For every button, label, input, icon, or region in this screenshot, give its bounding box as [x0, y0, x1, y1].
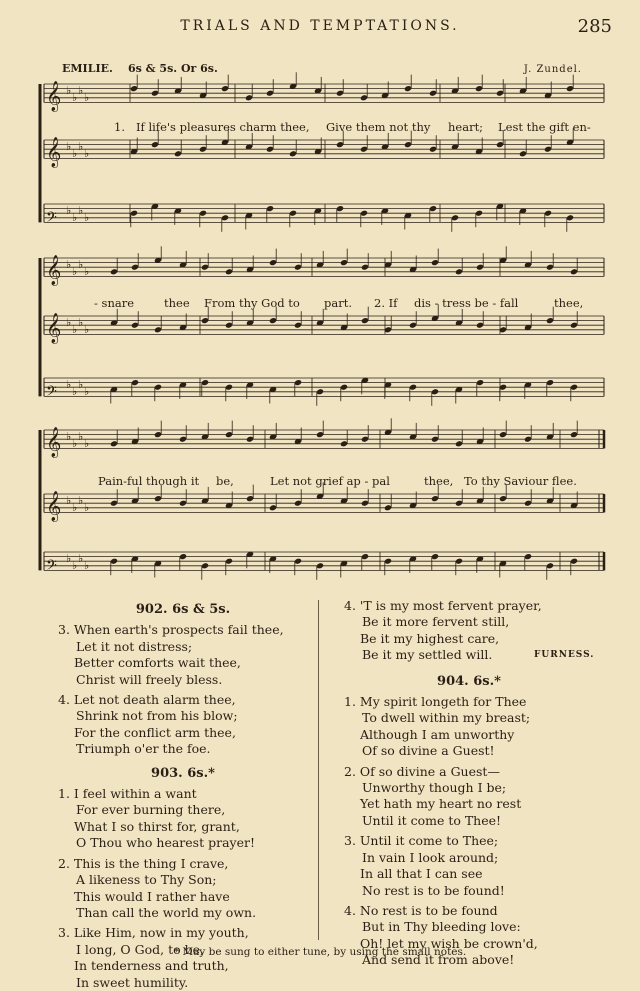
- bass-clef-icon: 𝄢: [46, 557, 57, 578]
- flat-icon: ♭: [84, 90, 90, 104]
- flat-icon: ♭: [72, 322, 78, 336]
- verse-line: Of so divine a Guest!: [362, 743, 495, 759]
- treble-clef-icon: 𝄞: [46, 491, 62, 522]
- treble-clef-icon: 𝄞: [46, 427, 62, 458]
- verse-line: 1. I feel within a want: [58, 786, 197, 802]
- left-column: [58, 596, 308, 991]
- verse-line: I long, O God, to be,: [76, 941, 205, 957]
- flat-icon: ♭: [84, 500, 90, 514]
- verse-line: Let it not distress;: [76, 638, 193, 654]
- verse-line: No rest is to be found!: [362, 882, 505, 898]
- tune-name: EMILIE.: [62, 62, 113, 75]
- flat-icon: ♭: [78, 203, 84, 217]
- flat-icon: ♭: [66, 315, 72, 329]
- attribution: FURNESS.: [534, 650, 595, 661]
- hymn-number: 904.: [437, 673, 469, 689]
- lyric-s1-2: If life's pleasures charm thee,: [136, 120, 310, 134]
- lyric-s3-4: thee,: [424, 474, 454, 488]
- right-column: [344, 598, 594, 969]
- flat-icon: ♭: [72, 436, 78, 450]
- verse-line: O Thou who hearest prayer!: [76, 835, 255, 851]
- hymn-meter: 6s.*: [187, 765, 215, 781]
- hymn-902-heading: [58, 602, 308, 618]
- flat-icon: ♭: [66, 551, 72, 565]
- flat-icon: ♭: [78, 257, 84, 271]
- stanza: [58, 925, 308, 991]
- stanza: [344, 903, 594, 969]
- stanza: [58, 622, 308, 688]
- verse-line: Than call the world my own.: [76, 904, 257, 920]
- hymn-meter: 6s & 5s.: [172, 602, 231, 617]
- composer: J. Zundel.: [523, 64, 582, 75]
- stanza: [58, 692, 308, 758]
- verse-line: This would I rather have: [74, 888, 230, 904]
- verse-line: To dwell within my breast;: [362, 710, 531, 726]
- verse-line: But in Thy bleeding love:: [362, 919, 521, 935]
- hymn-903-heading: [58, 766, 308, 782]
- bass-clef-icon: 𝄢: [46, 209, 57, 230]
- flat-icon: ♭: [78, 83, 84, 97]
- stanza: [344, 694, 594, 760]
- lyric-s3-3: Let not grief ap - pal: [270, 474, 390, 488]
- flat-icon: ♭: [84, 264, 90, 278]
- verse-line: And send it from above!: [362, 952, 515, 968]
- running-title: TRIALS AND TEMPTATIONS.: [180, 18, 460, 34]
- lyric-s3-2: be,: [216, 474, 234, 488]
- verse-line: [344, 647, 594, 663]
- flat-icon: ♭: [66, 83, 72, 97]
- verse-line: Triumph o'er the foe.: [76, 741, 211, 757]
- stanza: [344, 764, 594, 830]
- verse-line: In sweet humility.: [76, 974, 189, 990]
- flat-icon: ♭: [72, 210, 78, 224]
- flat-icon: ♭: [78, 315, 84, 329]
- verse-line: What I so thirst for, grant,: [74, 818, 240, 834]
- verse-line: 1. My spirit longeth for Thee: [344, 694, 527, 710]
- flat-icon: ♭: [66, 139, 72, 153]
- stanza: [344, 833, 594, 899]
- verse-line: Be it more fervent still,: [362, 614, 510, 630]
- verse-line: In all that I can see: [360, 866, 483, 882]
- flat-icon: ♭: [84, 558, 90, 572]
- stanza: [58, 856, 308, 922]
- verse-line: 2. Of so divine a Guest—: [344, 763, 500, 779]
- flat-icon: ♭: [78, 377, 84, 391]
- flat-icon: ♭: [78, 493, 84, 507]
- lyric-s2-3: From thy God to: [204, 296, 300, 310]
- flat-icon: ♭: [78, 429, 84, 443]
- lyric-s1-4: heart;: [448, 120, 484, 134]
- verse-line: In vain I look around;: [362, 849, 499, 865]
- lyric-s3-1: Pain-ful though it: [98, 474, 200, 488]
- flat-icon: ♭: [66, 429, 72, 443]
- flat-icon: ♭: [84, 384, 90, 398]
- flat-icon: ♭: [72, 264, 78, 278]
- lyric-s2-7: thee,: [554, 296, 584, 310]
- hymn-number: 902.: [135, 602, 168, 617]
- flat-icon: ♭: [78, 139, 84, 153]
- verse-line: Christ will freely bless.: [76, 671, 223, 687]
- treble-clef-icon: 𝄞: [46, 81, 62, 112]
- treble-clef-icon: 𝄞: [46, 255, 62, 286]
- verse-line: 3. Like Him, now in my youth,: [58, 925, 249, 941]
- lyric-s1-3: Give them not thy: [326, 120, 431, 134]
- flat-icon: ♭: [66, 493, 72, 507]
- lyric-s2-4: part.: [324, 296, 352, 310]
- lyric-s1-1: 1.: [114, 120, 125, 134]
- verse-line: In tenderness and truth,: [74, 958, 229, 974]
- flat-icon: ♭: [72, 146, 78, 160]
- verse-line: Be it my highest care,: [360, 630, 500, 646]
- verse-line: 4. Let not death alarm thee,: [58, 692, 236, 708]
- verse-line: A likeness to Thy Son;: [76, 872, 217, 888]
- verse-text: Be it my settled will.: [362, 647, 493, 663]
- verse-line: Unworthy though I be;: [362, 780, 507, 796]
- verse-line: 4. No rest is to be found: [344, 902, 498, 918]
- lyric-s2-1: - snare: [94, 296, 135, 310]
- verse-line: Oh! let my wish be crown'd,: [360, 935, 538, 951]
- flat-icon: ♭: [66, 257, 72, 271]
- lyric-s3-5: To thy Saviour flee.: [464, 474, 577, 488]
- tune-meter: 6s & 5s. Or 6s.: [128, 62, 218, 75]
- verse-line: For the conflict arm thee,: [74, 724, 236, 740]
- flat-icon: ♭: [84, 436, 90, 450]
- page-number: 285: [577, 16, 612, 37]
- verse-line: Shrink not from his blow;: [76, 708, 238, 724]
- verse-line: 2. This is the thing I crave,: [58, 855, 229, 871]
- flat-icon: ♭: [72, 384, 78, 398]
- flat-icon: ♭: [78, 551, 84, 565]
- flat-icon: ♭: [66, 377, 72, 391]
- bass-clef-icon: 𝄢: [46, 383, 57, 404]
- stanza: [344, 598, 594, 664]
- flat-icon: ♭: [72, 558, 78, 572]
- treble-clef-icon: 𝄞: [46, 313, 62, 344]
- hymn-904-heading: [344, 674, 594, 690]
- flat-icon: ♭: [84, 322, 90, 336]
- lyric-s2-2: thee: [164, 296, 190, 310]
- verse-line: Although I am unworthy: [360, 726, 515, 742]
- verse-line: Better comforts wait thee,: [74, 655, 241, 671]
- treble-clef-icon: 𝄞: [46, 137, 62, 168]
- flat-icon: ♭: [84, 210, 90, 224]
- flat-icon: ♭: [66, 203, 72, 217]
- verse-line: Yet hath my heart no rest: [360, 796, 522, 812]
- verse-line: 3. When earth's prospects fail thee,: [58, 622, 284, 638]
- flat-icon: ♭: [84, 146, 90, 160]
- verse-line: 4. 'T is my most fervent prayer,: [344, 598, 542, 613]
- column-divider: [318, 600, 319, 940]
- flat-icon: ♭: [72, 500, 78, 514]
- verse-line: 3. Until it come to Thee;: [344, 833, 499, 849]
- hymn-number: 903.: [151, 765, 183, 781]
- flat-icon: ♭: [72, 90, 78, 104]
- lyric-s1-5: Lest the gift en-: [498, 120, 591, 134]
- stanza: [58, 786, 308, 852]
- hymn-meter: 6s.*: [473, 673, 501, 689]
- footnote: * May be sung to either tune, by using the small notes.: [173, 946, 467, 958]
- lyric-s2-6: dis - tress be - fall: [414, 296, 519, 310]
- verse-line: For ever burning there,: [76, 802, 226, 818]
- lyric-s2-5: 2. If: [374, 296, 398, 310]
- verse-line: Until it come to Thee!: [362, 812, 502, 828]
